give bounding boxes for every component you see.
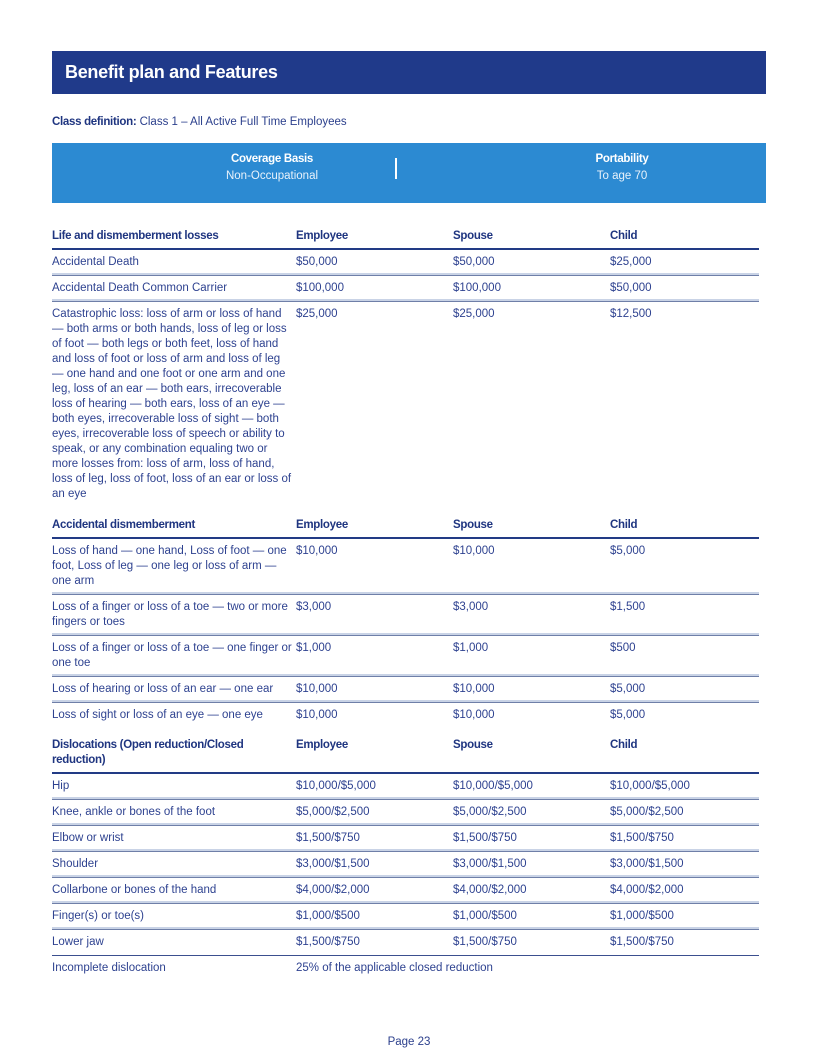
portability-heading: Portability (595, 153, 649, 165)
table-row (52, 677, 759, 703)
row-value: $1,500/$750 (610, 826, 759, 852)
table-row (52, 302, 759, 508)
row-value: $1,000 (296, 636, 453, 677)
class-definition-value: Class 1 – All Active Full Time Employees (139, 116, 347, 128)
row-value: $1,500 (610, 595, 759, 636)
row-value: $3,000/$1,500 (610, 852, 759, 878)
row-value: $5,000/$2,500 (610, 800, 759, 826)
row-value: $10,000 (296, 677, 453, 703)
row-value: $4,000/$2,000 (610, 878, 759, 904)
row-value: $10,000 (453, 709, 495, 721)
page-title: Benefit plan and Features (65, 62, 278, 82)
table-row (52, 595, 759, 636)
column-header-spouse: Spouse (453, 518, 610, 538)
row-value: $10,000 (453, 538, 610, 595)
table-header-row (52, 518, 759, 538)
row-label: Catastrophic loss: loss of arm or loss of hand — both arms or both hands, loss of leg or loss of foot — both legs or both feet, loss of hand and loss of foot or loss of arm and loss of leg — one hand and one foot or one arm and one leg, loss of an ear — both ears, irrecoverable loss of hearing — both ears, loss of an eye — both eyes, irrecoverable loss of sight — both eyes, irrecoverable loss of speech or ability to speak, or any combination equaling two or more losses from: loss of arm, loss of hand, loss of leg, loss of foot, loss of an ear or loss of an eye (52, 308, 292, 500)
row-value: $5,000/$2,500 (296, 800, 453, 826)
banner-divider (395, 158, 397, 179)
portability-value: To age 70 (596, 170, 648, 182)
coverage-banner (52, 143, 766, 203)
row-value: $3,000 (296, 595, 453, 636)
row-value: 25% of the applicable closed reduction (296, 962, 493, 974)
row-value: $50,000 (453, 249, 610, 276)
row-value: $5,000 (610, 709, 646, 721)
row-value: $1,000/$500 (453, 904, 610, 930)
row-value: $10,000/$5,000 (453, 773, 610, 800)
row-label: Loss of hand — one hand, Loss of foot — one foot, Loss of leg — one leg or loss of arm — one arm (52, 538, 296, 595)
row-value: $1,000 (453, 636, 610, 677)
column-header-employee: Employee (296, 518, 453, 538)
row-value: $12,500 (610, 308, 652, 320)
row-value: $50,000 (610, 276, 759, 302)
row-label: Loss of sight or loss of an eye — one eye (52, 709, 263, 721)
row-value: $4,000/$2,000 (296, 878, 453, 904)
column-header-child: Child (610, 229, 759, 249)
row-value: $25,000 (296, 308, 338, 320)
row-label: Accidental Death Common Carrier (52, 276, 296, 302)
row-label: Shoulder (52, 852, 296, 878)
row-value: $1,000/$500 (610, 904, 759, 930)
row-value: $4,000/$2,000 (453, 878, 610, 904)
dislocations-table (52, 738, 759, 981)
column-header-child: Child (610, 518, 759, 538)
table-row-incomplete-dislocation (52, 956, 759, 982)
row-value: $1,500/$750 (296, 930, 453, 956)
table-row (52, 249, 759, 276)
row-label: Knee, ankle or bones of the foot (52, 800, 296, 826)
table-row (52, 636, 759, 677)
row-value: $10,000/$5,000 (610, 773, 759, 800)
row-value: $1,000/$500 (296, 904, 453, 930)
coverage-basis-heading: Coverage Basis (230, 153, 314, 165)
row-value: $3,000/$1,500 (453, 852, 610, 878)
class-definition-label: Class definition: (52, 116, 137, 128)
column-header-category: Life and dismemberment losses (52, 229, 296, 249)
row-label: Elbow or wrist (52, 826, 296, 852)
table-row (52, 904, 759, 930)
row-value: $25,000 (453, 308, 495, 320)
row-value: $50,000 (296, 249, 453, 276)
row-value: $10,000 (296, 709, 338, 721)
table-row (52, 852, 759, 878)
column-header-child: Child (610, 738, 759, 773)
row-value: $1,500/$750 (296, 826, 453, 852)
column-header-employee: Employee (296, 738, 453, 773)
table-row (52, 276, 759, 302)
row-label: Lower jaw (52, 930, 296, 956)
row-label: Collarbone or bones of the hand (52, 878, 296, 904)
portability (472, 153, 772, 182)
life-dismemberment-table (52, 229, 759, 507)
row-value: $500 (610, 636, 759, 677)
coverage-basis-value: Non-Occupational (225, 170, 319, 182)
row-label: Loss of a finger or loss of a toe — one finger or one toe (52, 636, 296, 677)
row-value: $5,000 (610, 677, 759, 703)
row-value: $3,000 (453, 595, 610, 636)
column-header-spouse: Spouse (453, 229, 610, 249)
table-row (52, 878, 759, 904)
row-value: $3,000/$1,500 (296, 852, 453, 878)
row-value: $25,000 (610, 249, 759, 276)
row-value: $1,500/$750 (453, 930, 610, 956)
row-label: Loss of hearing or loss of an ear — one ear (52, 677, 296, 703)
row-label: Incomplete dislocation (52, 962, 166, 974)
row-value: $1,500/$750 (453, 826, 610, 852)
row-label: Hip (52, 773, 296, 800)
row-value: $100,000 (296, 276, 453, 302)
table-header-row (52, 229, 759, 249)
table-row (52, 703, 759, 729)
row-value: $1,500/$750 (610, 930, 759, 956)
row-value: $5,000 (610, 538, 759, 595)
column-header-category: Accidental dismemberment (52, 518, 296, 538)
row-value: $10,000 (453, 677, 610, 703)
row-value: $100,000 (453, 276, 610, 302)
column-header-employee: Employee (296, 229, 453, 249)
column-header-category: Dislocations (Open reduction/Closed reduction) (52, 738, 296, 773)
table-row (52, 538, 759, 595)
row-value: $10,000 (296, 538, 453, 595)
page-title-bar (52, 51, 766, 94)
accidental-dismemberment-table (52, 518, 759, 728)
table-row (52, 800, 759, 826)
row-value: $10,000/$5,000 (296, 773, 453, 800)
row-value: $5,000/$2,500 (453, 800, 610, 826)
table-row (52, 826, 759, 852)
row-label: Finger(s) or toe(s) (52, 904, 296, 930)
class-definition (52, 116, 347, 128)
table-row (52, 930, 759, 956)
column-header-spouse: Spouse (453, 738, 610, 773)
coverage-basis (122, 153, 422, 182)
row-label: Loss of a finger or loss of a toe — two or more fingers or toes (52, 595, 296, 636)
table-row (52, 773, 759, 800)
table-header-row (52, 738, 759, 773)
row-label: Accidental Death (52, 249, 296, 276)
page-number: Page 23 (387, 1036, 431, 1048)
